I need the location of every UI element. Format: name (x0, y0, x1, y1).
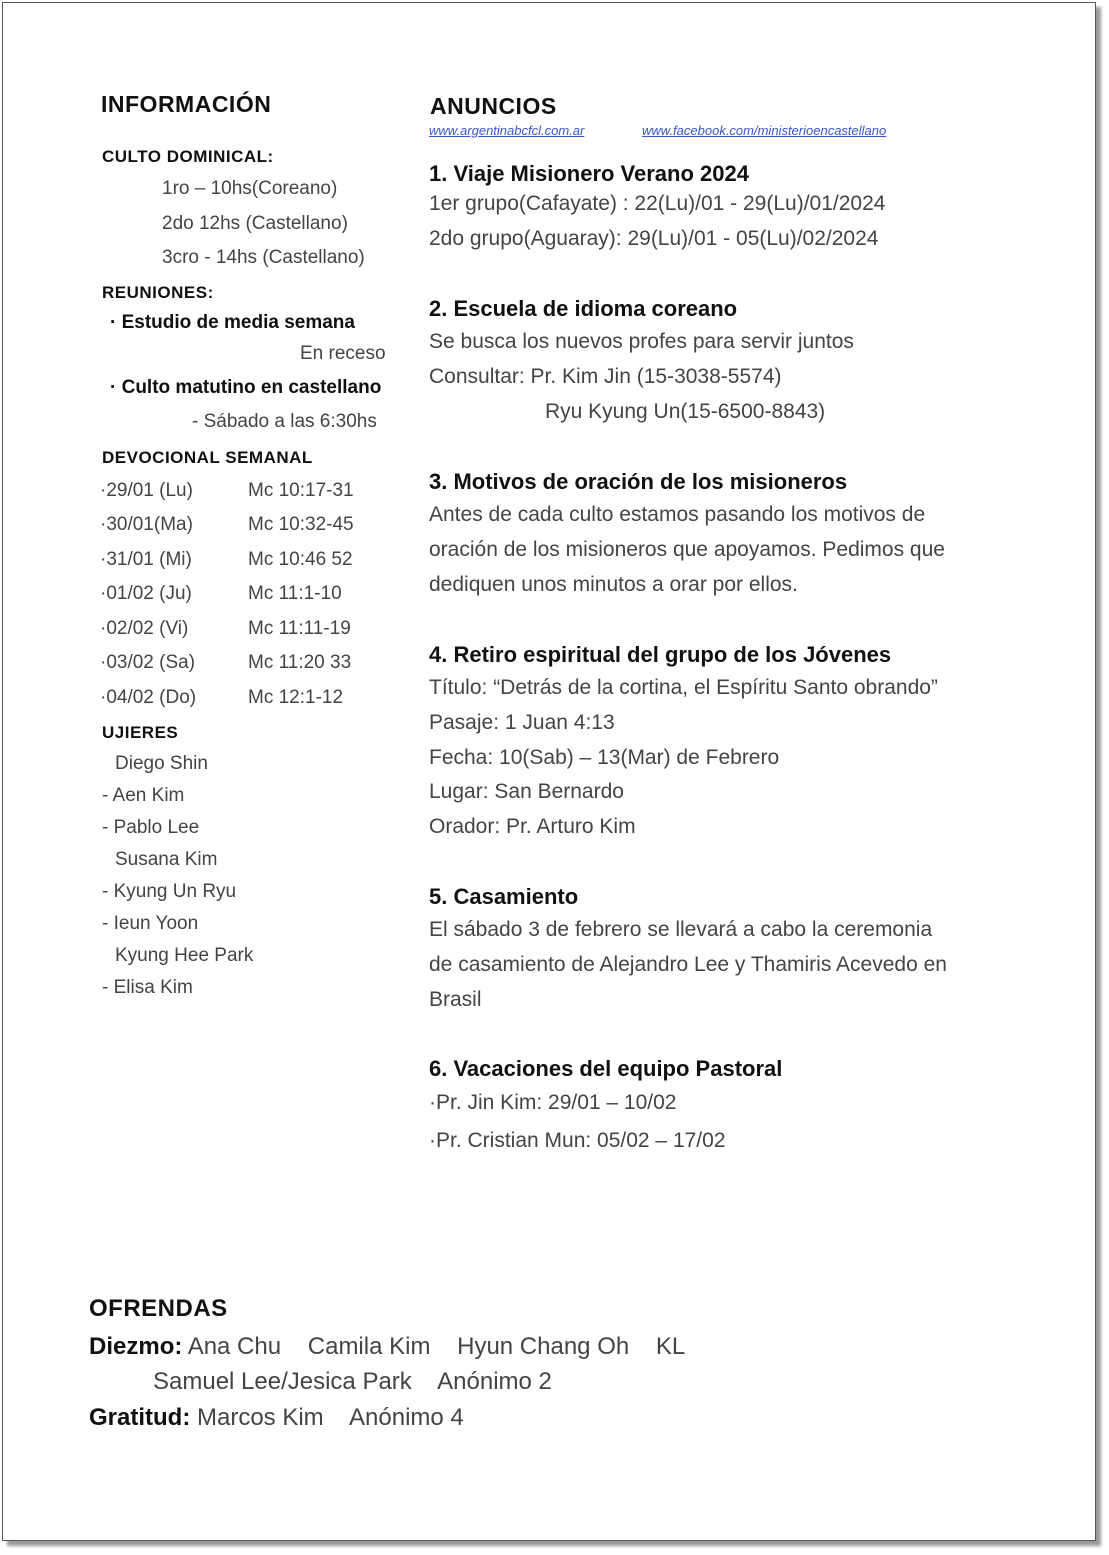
ujieres-label: UJIERES (102, 723, 179, 742)
devocional-ref: Mc 11:11-19 (248, 618, 351, 639)
announcement-line: Fecha: 10(Sab) – 13(Mar) de Febrero (429, 746, 780, 769)
announcement-title: 2. Escuela de idioma coreano (429, 296, 738, 321)
devocional-day: ·30/01(Ma) (100, 514, 193, 535)
culto-dominical-label: CULTO DOMINICAL: (102, 147, 274, 166)
announcement-line: Se busca los nuevos profes para servir juntos (429, 330, 854, 353)
announcement-line: 2do grupo(Aguaray): 29(Lu)/01 - 05(Lu)/02/2024 (429, 227, 879, 250)
ujier-name: - Aen Kim (102, 785, 185, 806)
gratitud-names: Marcos Kim Anónimo 4 (190, 1404, 464, 1431)
devocional-day: ·03/02 (Sa) (100, 652, 196, 673)
devocional-day: ·02/02 (Vi) (100, 618, 189, 639)
culto-line-1: 1ro – 10hs(Coreano) (162, 178, 338, 199)
announcement-line: 1er grupo(Cafayate) : 22(Lu)/01 - 29(Lu)/01/2024 (429, 192, 886, 215)
announcement-title: 5. Casamiento (429, 884, 579, 909)
ujier-name: - Ieun Yoon (102, 913, 199, 934)
announcement-line: ·Pr. Cristian Mun: 05/02 – 17/02 (429, 1129, 726, 1152)
culto-line-3: 3cro - 14hs (Castellano) (162, 247, 365, 268)
announcement-line: Brasil (429, 988, 482, 1011)
announcement-title: 1. Viaje Misionero Verano 2024 (429, 161, 749, 186)
devocional-day: ·29/01 (Lu) (100, 480, 193, 501)
reunion-1-title: · Estudio de media semana (110, 312, 355, 333)
devocional-ref: Mc 11:1-10 (248, 583, 342, 604)
devocional-ref: Mc 10:46 52 (248, 549, 353, 570)
devocional-ref: Mc 10:17-31 (248, 480, 354, 501)
reunion-2-title: · Culto matutino en castellano (110, 377, 382, 398)
ujier-name: - Pablo Lee (102, 817, 200, 838)
announcement-line: oración de los misioneros que apoyamos. Pedimos que (429, 538, 945, 561)
announcement-line: El sábado 3 de febrero se llevará a cabo la ceremonia (429, 918, 933, 941)
diezmo-names: Ana Chu Camila Kim Hyun Chang Oh KL (182, 1333, 686, 1360)
bulletin-page (2, 2, 1096, 1541)
devocional-day: ·31/01 (Mi) (100, 549, 192, 570)
announcement-line: Orador: Pr. Arturo Kim (429, 815, 636, 838)
anuncios-title: ANUNCIOS (430, 93, 557, 119)
announcement-line: dediquen unos minutos a orar por ellos. (429, 573, 798, 596)
ofrendas-title: OFRENDAS (89, 1295, 228, 1322)
announcement-title: 3. Motivos de oración de los misioneros (429, 469, 848, 494)
reunion-1-detail: En receso (300, 343, 386, 364)
devocional-ref: Mc 10:32-45 (248, 514, 354, 535)
announcement-line: Ryu Kyung Un(15-6500-8843) (545, 400, 826, 423)
announcement-line: de casamiento de Alejandro Lee y Thamiris Acevedo en (429, 953, 947, 976)
website-link[interactable]: www.argentinabcfcl.com.ar (429, 123, 585, 138)
announcement-title: 4. Retiro espiritual del grupo de los Jóvenes (429, 642, 892, 667)
devocional-day: ·04/02 (Do) (100, 687, 197, 708)
ujier-name: - Kyung Un Ryu (102, 881, 237, 902)
devocional-ref: Mc 11:20 33 (248, 652, 352, 673)
announcement-line: ·Pr. Jin Kim: 29/01 – 10/02 (429, 1091, 677, 1114)
announcement-line: Pasaje: 1 Juan 4:13 (429, 711, 615, 734)
ujier-name: Kyung Hee Park (115, 945, 254, 966)
announcement-title: 6. Vacaciones del equipo Pastoral (429, 1056, 783, 1081)
devocional-ref: Mc 12:1-12 (248, 687, 344, 708)
gratitud-row (89, 1404, 464, 1432)
reuniones-label: REUNIONES: (102, 283, 214, 302)
culto-line-2: 2do 12hs (Castellano) (162, 213, 348, 234)
devocional-day: ·01/02 (Ju) (100, 583, 192, 604)
diezmo-label: Diezmo: (89, 1333, 183, 1360)
gratitud-label: Gratitud: (89, 1404, 191, 1431)
announcement-line: Lugar: San Bernardo (429, 780, 624, 803)
diezmo-names-line2: Samuel Lee/Jesica Park Anónimo 2 (153, 1368, 552, 1395)
devocional-label: DEVOCIONAL SEMANAL (102, 448, 313, 467)
announcement-line: Antes de cada culto estamos pasando los motivos de (429, 503, 926, 526)
diezmo-row (89, 1333, 685, 1361)
facebook-link[interactable]: www.facebook.com/ministerioencastellano (642, 123, 887, 138)
reunion-2-detail: - Sábado a las 6:30hs (192, 411, 377, 432)
ujier-name: - Elisa Kim (102, 977, 193, 998)
announcement-line: Título: “Detrás de la cortina, el Espíritu Santo obrando” (429, 676, 938, 699)
announcement-line: Consultar: Pr. Kim Jin (15-3038-5574) (429, 365, 782, 388)
ujier-name: Diego Shin (115, 753, 208, 774)
ujier-name: Susana Kim (115, 849, 218, 870)
info-title: INFORMACIÓN (101, 91, 272, 117)
